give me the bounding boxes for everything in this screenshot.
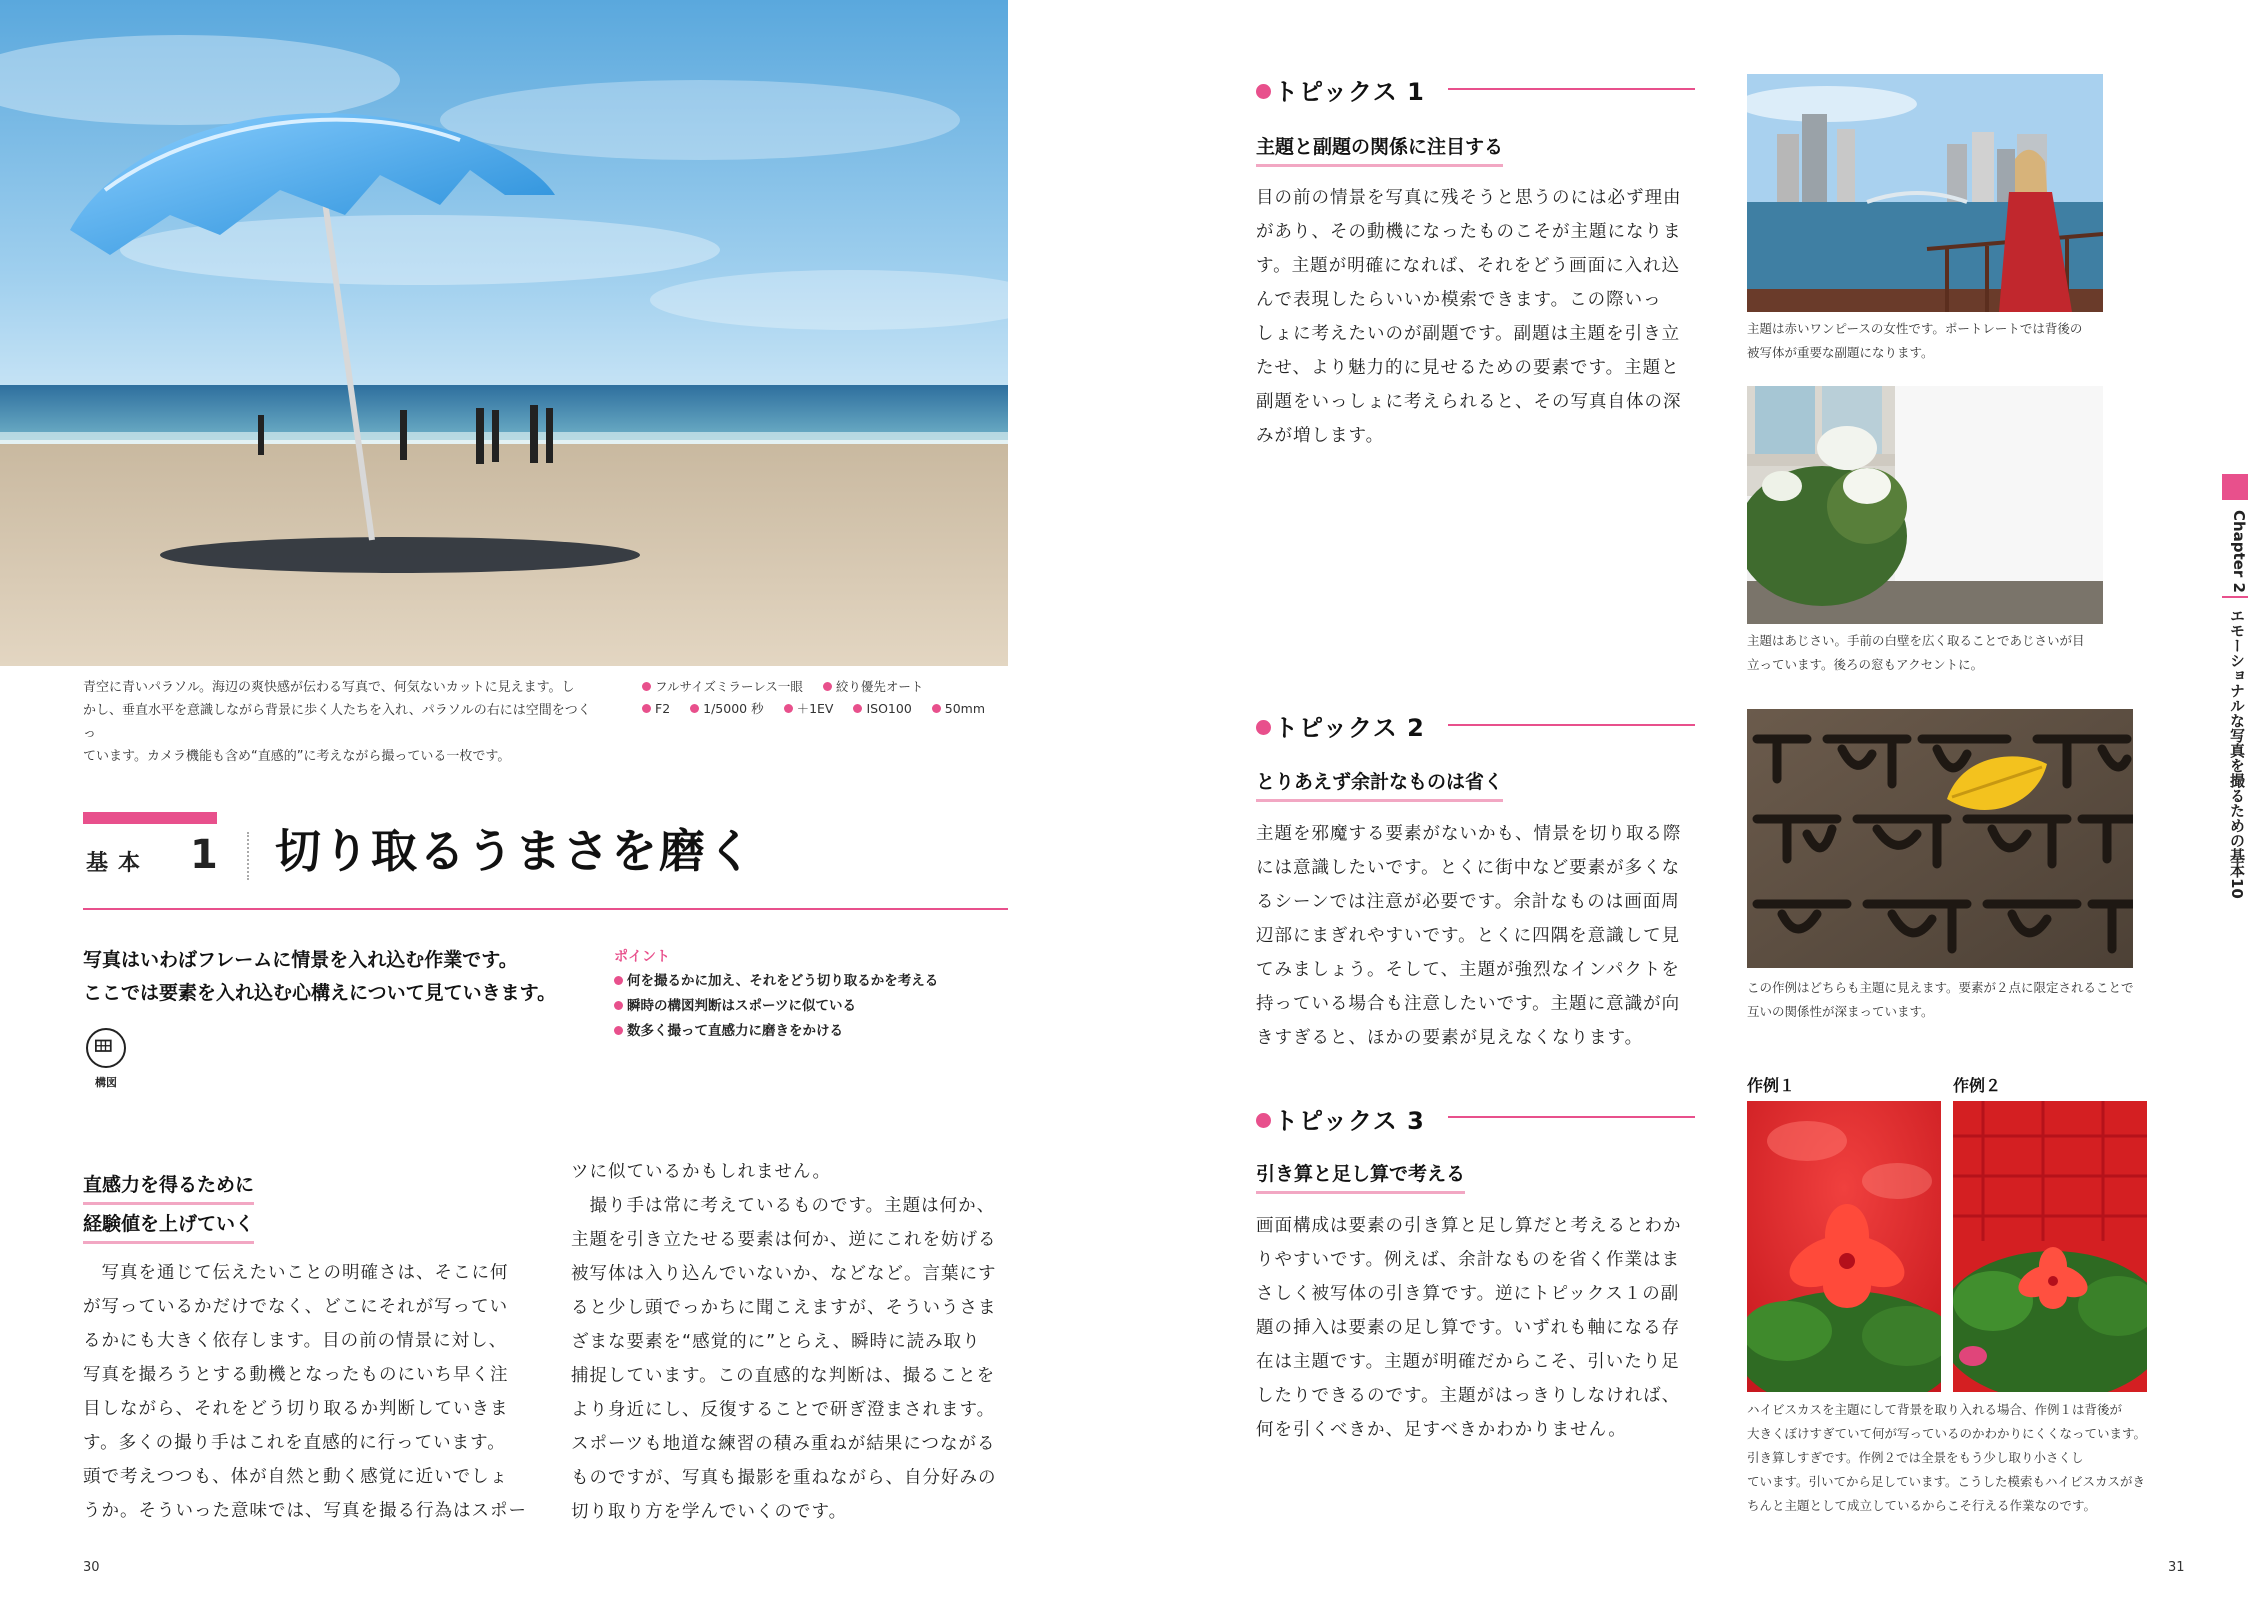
woman-river-photo	[1747, 74, 2103, 312]
body-line: しょに考えたいのが副題です。副題は主題を引き立	[1256, 324, 1681, 344]
spec-item	[690, 701, 763, 716]
caption-line: 被写体が重要な副題になります。	[1747, 345, 1934, 360]
pink-dot-icon	[1256, 84, 1271, 99]
spec-item	[853, 701, 911, 716]
page-title: 切り取るうまさを磨く	[275, 824, 755, 878]
body-line: りやすいです。例えば、余計なものを省く作業はま	[1256, 1250, 1681, 1270]
body-line: たせ、より魅力的に見せるための要素です。主題と	[1256, 358, 1680, 378]
caption-line: 引き算しすぎです。作例２では全景をもう少し取り小さくし	[1747, 1450, 2084, 1465]
section-heading	[83, 1172, 254, 1244]
sidebar-subtitle: エモーショナルな写真を撮るための基本10	[2228, 608, 2246, 899]
body-line: みが増します。	[1256, 426, 1385, 446]
kihon-label: 基本	[86, 851, 151, 876]
spec-item	[642, 679, 803, 694]
body-line: 写真を撮ろうとする動機となったものにいち早く注	[83, 1365, 509, 1385]
pink-dot-icon	[642, 682, 651, 691]
kihon-divider	[247, 832, 249, 880]
body-line: には意識したいです。とくに街中など要素が多くな	[1256, 858, 1681, 878]
caption-line: この作例はどちらも主題に見えます。要素が２点に限定されることで	[1747, 980, 2134, 995]
body-line: 辺部にまぎれやすいです。とくに四隅を意識して見	[1256, 926, 1681, 946]
topic-2-heading-wrap	[1256, 769, 1503, 802]
body-line: 持っている場合も注意したいです。主題に意識が向	[1256, 994, 1681, 1014]
body-line: んで表現したらいいか模索できます。この際いっ	[1256, 290, 1662, 310]
caption-line: ています。カメラ機能も含め“直感的”に考えながら撮っている一枚です。	[83, 749, 511, 764]
pink-dot-icon	[853, 704, 862, 713]
body-line: 目の前の情景を写真に残そうと思うのには必ず理由	[1256, 188, 1682, 208]
point-title: ポイント	[614, 949, 670, 965]
body-line: 目しながら、それをどう切り取るか判断していきま	[83, 1399, 509, 1419]
example-1-label: 作例１	[1747, 1076, 1796, 1095]
body-line: さしく被写体の引き算です。逆にトピックス１の副	[1256, 1284, 1680, 1304]
body-line: うか。そういった意味では、写真を撮る行為はスポー	[83, 1501, 527, 1521]
composition-label: 構図	[95, 1076, 117, 1089]
point-text: 何を撮るかに加え、それをどう切り取るかを考える	[627, 973, 939, 989]
camera-specs	[642, 676, 1002, 720]
body-line: 捕捉しています。この直感的な判断は、撮ることを	[571, 1366, 996, 1386]
body-line: があり、その動機になったものこそが主題になりま	[1256, 222, 1682, 242]
pink-dot-icon	[784, 704, 793, 713]
caption-line: 立っています。後ろの窓もアクセントに。	[1747, 657, 1984, 672]
caption-line: 互いの関係性が深まっています。	[1747, 1004, 1934, 1019]
body-line: ツに似ているかもしれません。	[571, 1162, 832, 1182]
topic-1-label	[1256, 72, 1425, 107]
topic-1-body	[1256, 181, 1716, 453]
point-list	[614, 969, 1004, 1044]
spec-row	[642, 676, 1002, 698]
body-line: が写っているかだけでなく、どこにそれが写ってい	[83, 1297, 509, 1317]
point-item	[614, 969, 1004, 994]
section-heading-line: 経験値を上げていく	[83, 1211, 254, 1244]
body-line: 副題をいっしょに考えられると、その写真自体の深	[1256, 392, 1682, 412]
point-box	[614, 946, 1004, 1044]
page-number-left: 30	[83, 1560, 100, 1575]
spec-camera: フルサイズミラーレス一眼	[655, 679, 803, 694]
pink-dot-icon	[1256, 1113, 1271, 1128]
topic-1-heading: 主題と副題の関係に注目する	[1256, 134, 1503, 167]
caption-line: ています。引いてから足しています。こうした模索もハイビスカスがき	[1747, 1474, 2146, 1489]
page-number-right: 31	[2168, 1560, 2185, 1575]
body-line: 主題を引き立たせる要素は何か、逆にこれを妨げる	[571, 1230, 997, 1250]
body-line: ると少し頭でっかちに聞こえますが、そういうさま	[571, 1298, 997, 1318]
section-heading-line: 直感力を得るために	[83, 1172, 254, 1205]
spec-iso: ISO100	[866, 701, 912, 716]
body-line: 被写体は入り込んでいないか、などなど。言葉にす	[571, 1264, 997, 1284]
spec-row	[642, 698, 1002, 720]
leaf-photo-caption	[1747, 976, 2167, 1024]
body-line: 撮り手は常に考えているものです。主題は何か、	[571, 1196, 996, 1216]
body-line: す。多くの撮り手はこれを直感的に行っています。	[83, 1433, 506, 1453]
chapter-tab-marker	[2222, 474, 2248, 500]
sidebar-divider	[2222, 596, 2248, 598]
topic-1-text: トピックス 1	[1274, 78, 1425, 106]
topic-2-label	[1256, 708, 1425, 743]
topic-3-text: トピックス 3	[1274, 1107, 1425, 1135]
spec-item	[823, 679, 924, 694]
example-2-label: 作例２	[1953, 1076, 2002, 1095]
pink-dot-icon	[614, 976, 623, 985]
hibiscus-example-2-photo	[1953, 1101, 2147, 1392]
body-column-2	[571, 1155, 1031, 1529]
body-line: より身近にし、反復することで研ぎ澄まされます。	[571, 1400, 996, 1420]
body-line: ざまな要素を“感覚的に”とらえ、瞬時に読み取り	[571, 1332, 981, 1352]
topic-3-label	[1256, 1101, 1425, 1136]
point-item	[614, 994, 1004, 1019]
spec-item	[932, 701, 985, 716]
topic-2-rule	[1448, 724, 1695, 726]
spec-item	[784, 701, 834, 716]
pink-dot-icon	[614, 1026, 623, 1035]
caption-line: ハイビスカスを主題にして背景を取り入れる場合、作例１は背後が	[1747, 1402, 2123, 1417]
topic-3-body	[1256, 1209, 1716, 1447]
caption-line: 主題はあじさい。手前の白壁を広く取ることであじさいが目	[1747, 633, 2085, 648]
body-line: 写真を通じて伝えたいことの明確さは、そこに何	[83, 1263, 509, 1283]
body-line: 画面構成は要素の引き算と足し算だと考えるとわか	[1256, 1216, 1682, 1236]
body-line: るシーンでは注意が必要です。余計なものは画面周	[1256, 892, 1680, 912]
body-line: るかにも大きく依存します。目の前の情景に対し、	[83, 1331, 508, 1351]
composition-icon	[86, 1028, 126, 1068]
body-line: 切り取り方を学んでいくのです。	[571, 1502, 848, 1522]
body-line: スポーツも地道な練習の積み重ねが結果につながる	[571, 1434, 996, 1454]
lead-line: ここでは要素を入れ込む心構えについて見ていきます。	[83, 982, 557, 1004]
hydrangea-photo	[1747, 386, 2103, 624]
hibiscus-example-1-photo	[1747, 1101, 1941, 1392]
body-line: 頭で考えつつも、体が自然と動く感覚に近いでしょ	[83, 1467, 509, 1487]
caption-line: 主題は赤いワンピースの女性です。ポートレートでは背後の	[1747, 321, 2083, 336]
body-column-1	[83, 1256, 543, 1528]
body-line: 題の挿入は要素の足し算です。いずれも軸になる存	[1256, 1318, 1681, 1338]
pink-dot-icon	[690, 704, 699, 713]
body-line: きすぎると、ほかの要素が見えなくなります。	[1256, 1028, 1644, 1048]
kihon-number: 1	[190, 832, 218, 878]
sidebar-chapter: Chapter 2	[2230, 510, 2248, 593]
body-line: 主題を邪魔する要素がないかも、情景を切り取る際	[1256, 824, 1682, 844]
lead-text	[83, 944, 603, 1010]
point-text: 数多く撮って直感力に磨きをかける	[627, 1023, 843, 1039]
woman-photo-caption	[1747, 317, 2127, 365]
hibiscus-photo-caption	[1747, 1398, 2167, 1518]
lead-line: 写真はいわばフレームに情景を入れ込む作業です。	[83, 949, 518, 971]
topic-2-text: トピックス 2	[1274, 714, 1425, 742]
caption-line: 大きくぼけすぎていて何が写っているのかわかりにくくなっています。	[1747, 1426, 2147, 1441]
leaf-engraving-photo	[1747, 709, 2133, 968]
topic-2-body	[1256, 817, 1716, 1055]
caption-line: ちんと主題として成立しているからこそ行える作業なのです。	[1747, 1498, 2097, 1513]
spec-aperture: F2	[655, 701, 671, 716]
body-line: したりできるのです。主題がはっきりしなければ、	[1256, 1386, 1681, 1406]
body-line: 何を引くべきか、足すべきかわかりません。	[1256, 1420, 1627, 1440]
body-line: ものですが、写真も撮影を重ねながら、自分好みの	[571, 1468, 997, 1488]
spec-exposure: ＋1EV	[796, 701, 834, 716]
title-underline	[83, 908, 1008, 910]
topic-1-rule	[1448, 88, 1695, 90]
topic-1-heading-wrap	[1256, 134, 1503, 167]
kihon-pink-bar	[83, 812, 217, 824]
spec-mode: 絞り優先オート	[835, 679, 924, 694]
spec-focal: 50mm	[944, 701, 986, 716]
topic-3-heading: 引き算と足し算で考える	[1256, 1161, 1465, 1194]
pink-dot-icon	[932, 704, 941, 713]
point-item	[614, 1019, 1004, 1044]
caption-line: 青空に青いパラソル。海辺の爽快感が伝わる写真で、何気ないカットに見えます。し	[83, 680, 575, 695]
body-line: す。主題が明確になれば、それをどう画面に入れ込	[1256, 256, 1681, 276]
spec-shutter: 1/5000 秒	[703, 701, 764, 716]
pink-dot-icon	[823, 682, 832, 691]
point-text: 瞬時の構図判断はスポーツに似ている	[627, 998, 856, 1014]
pink-dot-icon	[1256, 720, 1271, 735]
body-line: てみましょう。そして、主題が強烈なインパクトを	[1256, 960, 1680, 980]
caption-line: かし、垂直水平を意識しながら背景に歩く人たちを入れ、パラソルの右には空間をつくっ	[83, 703, 591, 741]
spec-item	[642, 701, 670, 716]
main-photo-caption	[83, 676, 603, 768]
topic-3-heading-wrap	[1256, 1161, 1465, 1194]
hydrangea-photo-caption	[1747, 629, 2127, 677]
pink-dot-icon	[642, 704, 651, 713]
pink-dot-icon	[614, 1001, 623, 1010]
beach-parasol-photo	[0, 0, 1008, 666]
topic-2-heading: とりあえず余計なものは省く	[1256, 769, 1503, 802]
body-line: 在は主題です。主題が明確だからこそ、引いたり足	[1256, 1352, 1680, 1372]
topic-3-rule	[1448, 1116, 1695, 1118]
